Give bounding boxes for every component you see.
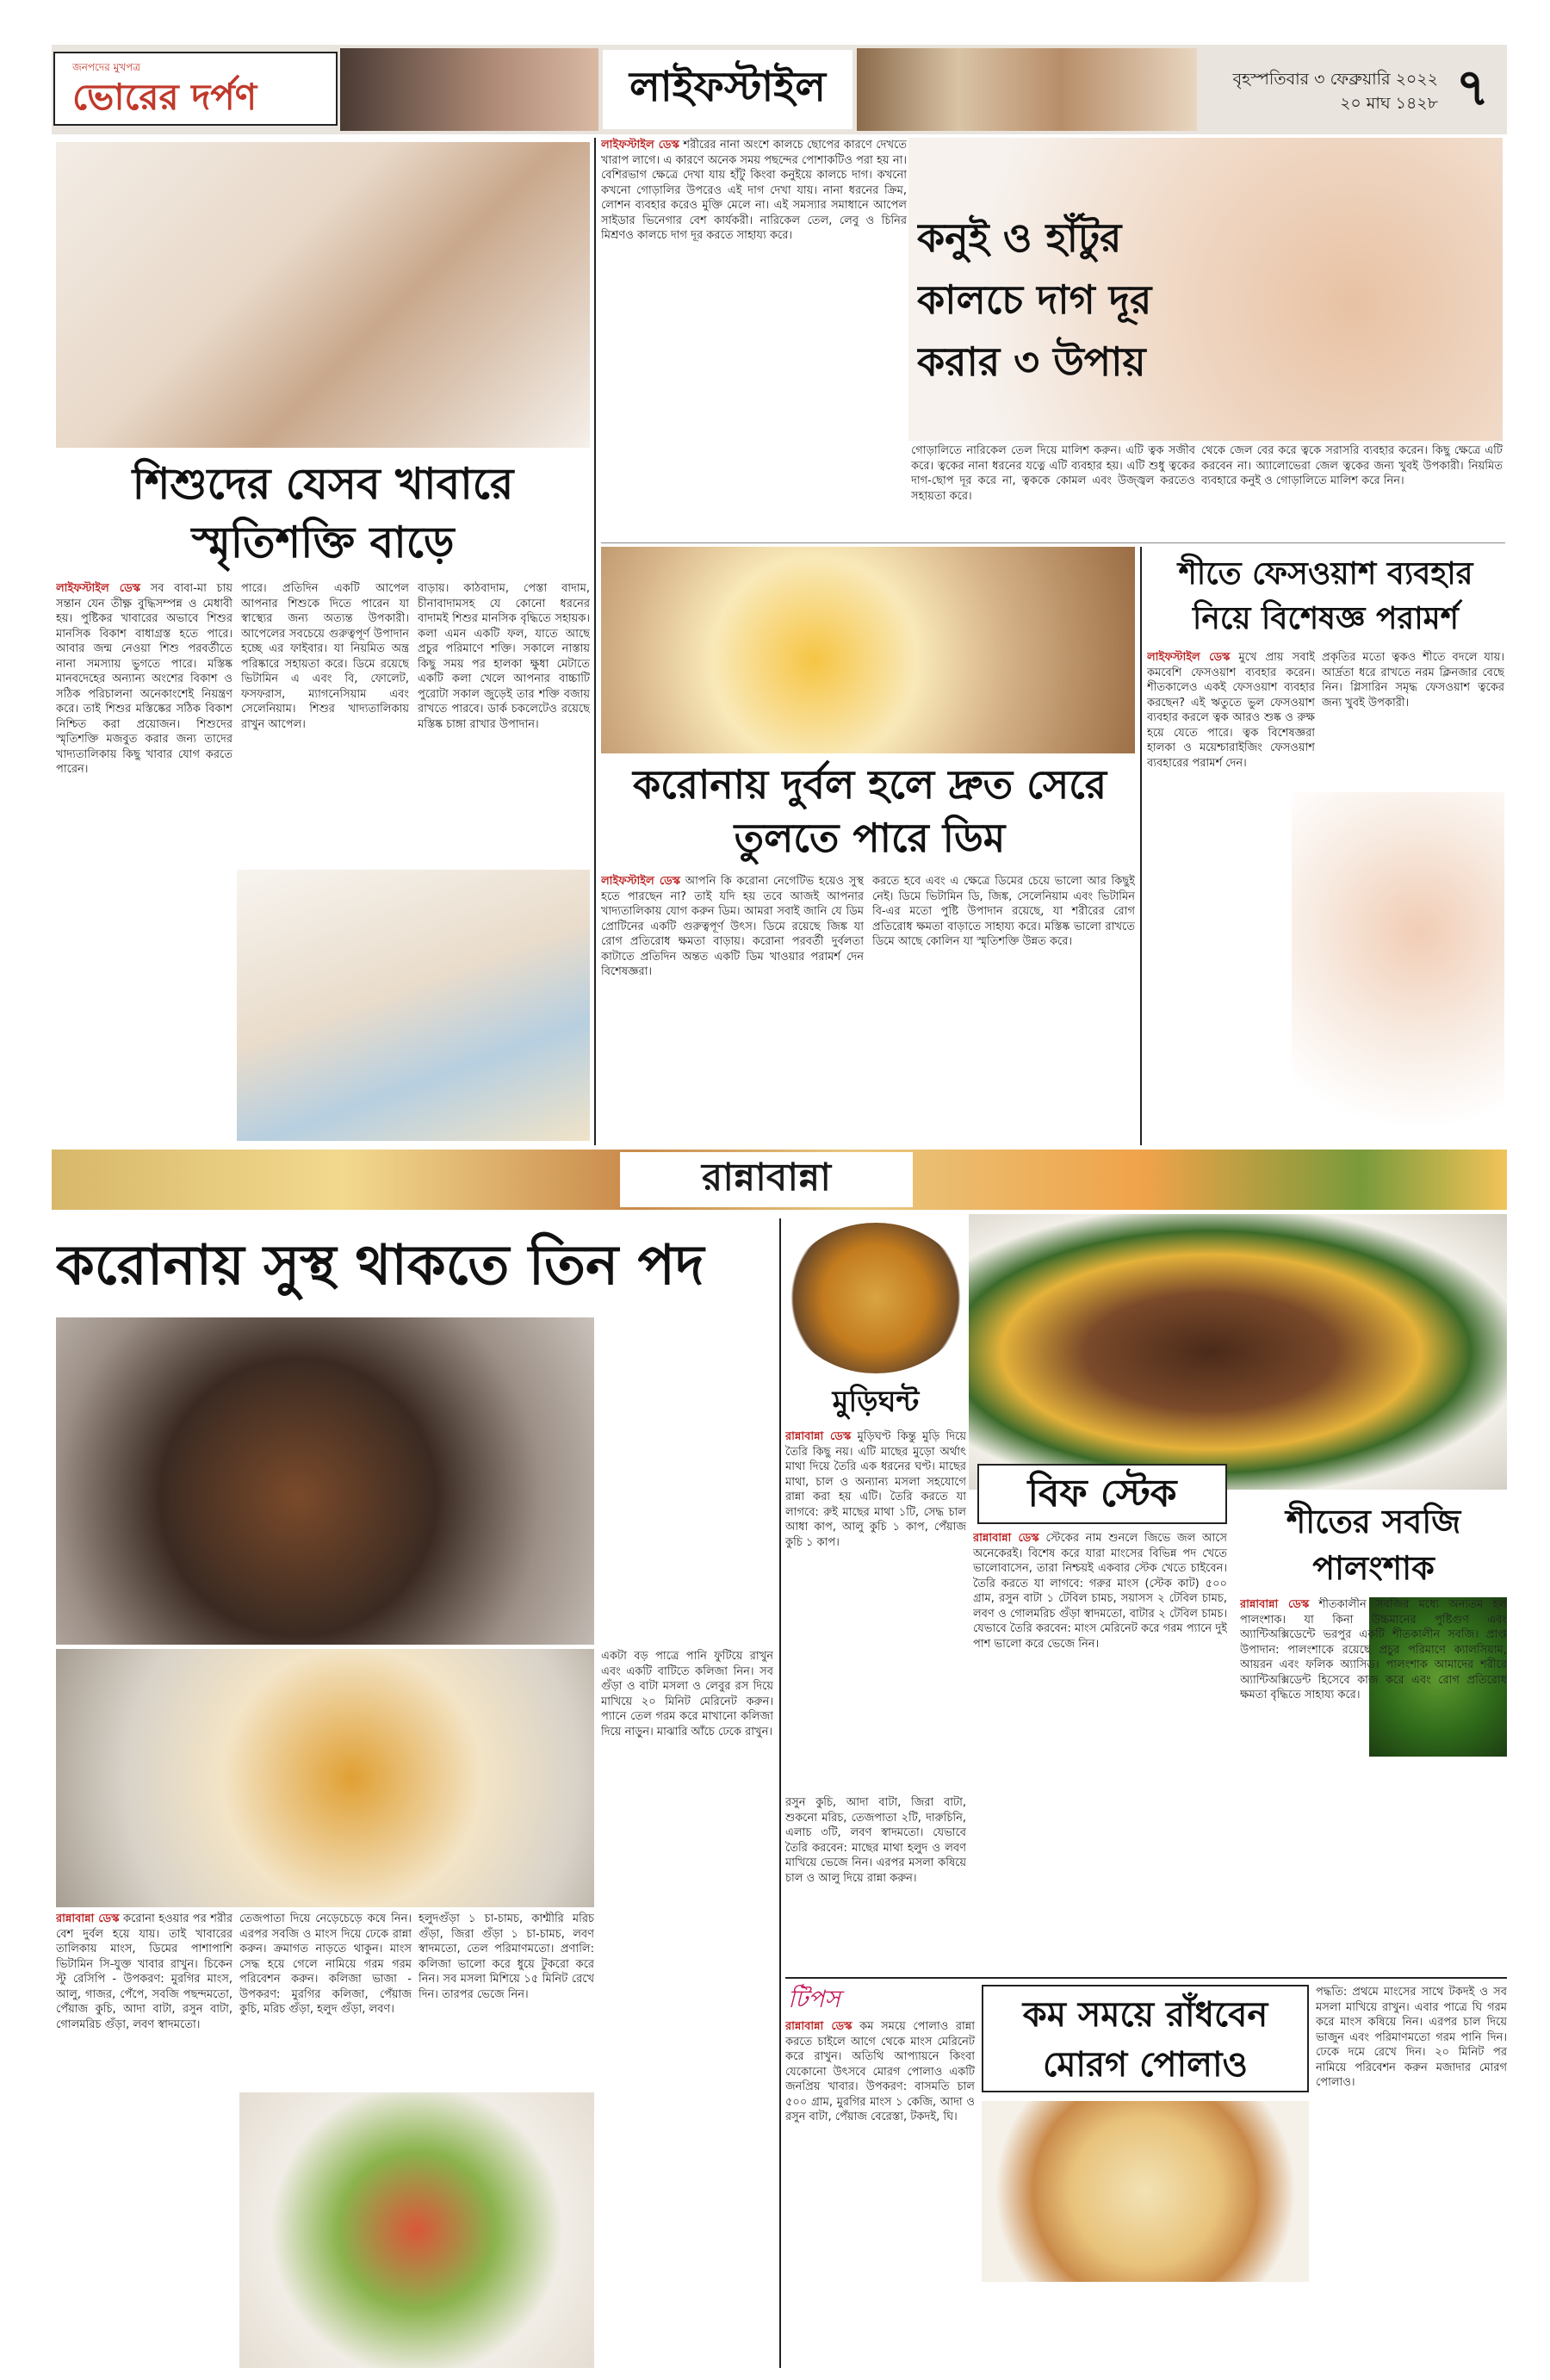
three-steps-headline[interactable]: করোনায় সুস্থ থাকতে তিন পদ <box>56 1233 704 1298</box>
three-steps-text-4: একটা বড় পাত্রে পানি ফুটিয়ে রাখুন এবং একটি বাটিতে কলিজা নিন। সব গুঁড়া ও বাটা মসলা ও লেবুর রস দিয়ে মাখিয়ে ২০ মিনিট মেরিনেট করুন। প্যানে তেল গরম করে মাখানো কলিজা দিয়ে নাড়ুন। মাঝারি আঁচে ঢেকে রাখুন। <box>601 1650 773 1739</box>
kneecap-text-1: শরীরের নানা অংশে কালচে ছোপের কারণে দেখতে খারাপ লাগে। এ কারণে অনেক সময় পছন্দের পোশাকটিও পরা হয় না। বেশিরভাগ ক্ষেত্রে দেখা যায় হাঁটু কিংবা কনুইয়ে কালচে দাগ। কখনো কখনো গোড়ালির উপরেও এই দাগ দেখা যায়। নানা ধরনের ক্রিম, লোশন ব্যবহার করেও মুক্তি মেলে না। এই সমস্যার সমাধানে আপেল সাইডার ভিনেগার বেশ কার্যকরী। নারিকেল তেল, লেবু ও চিনির মিশ্রণও কালচে দাগ দূর করতে সাহায্য করে। <box>601 139 907 242</box>
murighonto-text-1: মুড়িঘণ্ট কিন্তু মুড়ি দিয়ে তৈরি কিছু নয়। এটি মাছের মুড়ো অর্থাৎ মাথা দিয়ে তৈরি এক ধরনের ঘণ্ট। মাছের মাথা, চাল ও অন্যান্য মসলা সহযোগে রান্না করা হয় এটি। তৈরি করতে যা লাগবে: রুই মাছের মাথা ১টি, সেদ্ধ চাল আধা কাপ, আলু কুচি ১ কাপ, পেঁয়াজ কুচি ১ কাপ। <box>785 1430 966 1549</box>
polao-byline: রান্নাবান্না ডেস্ক <box>785 2020 852 2033</box>
vertical-divider-2 <box>1140 547 1142 1145</box>
vertical-divider-1 <box>594 138 596 1145</box>
page-number: ৭ <box>1455 58 1490 118</box>
murighonto-photo <box>785 1223 966 1373</box>
spinach-title[interactable]: শীতের সবজি পালংশাক <box>1286 1502 1461 1587</box>
memory-col-1 <box>56 581 232 1132</box>
chicken-stew-photo <box>56 1317 594 1645</box>
egg-text-2: করতে হবে এবং এ ক্ষেত্রে ডিমের চেয়ে ভালো আর কিছুই নেই। ডিমে ভিটামিন ডি, জিঙ্ক, সেলেনিয়াম এবং ভিটামিন বি-এর মতো পুষ্টি উপাদান রয়েছে, যা শরীরের রোগ প্রতিরোধ ক্ষমতা বাড়াতে সাহায্য করে। মস্তিষ্ক ভালো রাখতে ডিমে আছে কোলিন যা স্মৃতিশক্তি উন্নত করে। <box>872 875 1135 948</box>
facewash-col-2 <box>1322 650 1504 779</box>
egg-byline: লাইফস্টাইল ডেস্ক <box>601 875 681 888</box>
masthead-photo-right <box>857 48 1197 131</box>
beef-steak-photo <box>969 1214 1507 1490</box>
mother-child-photo <box>56 142 590 448</box>
murighonto-col-2 <box>785 1795 966 1972</box>
kneecap-byline: লাইফস্টাইল ডেস্ক <box>601 139 679 152</box>
beef-steak-text-1: স্টেকের নাম শুনলে জিভে জল আসে অনেকেরই। বিশেষ করে যারা মাংসের বিভিন্ন পদ খেতে ভালোবাসেন, তারা নিশ্চয়ই একবার স্টেক খেতে চাইবেন। তৈরি করতে যা লাগবে: গরুর মাংস (স্টেক কাট) ৫০০ গ্রাম, রসুন বাটা ১ টেবিল চামচ, সয়াসস ২ টেবিল চামচ, লবণ ও গোলমরিচ গুঁড়া স্বাদমতো, বাটার ২ টেবিল চামচ। যেভাবে তৈরি করবেন: মাংস মেরিনেট করে গরম প্যানে দুই পাশ ভালো করে ভেজে নিন। <box>973 1532 1227 1651</box>
facewash-article-headline[interactable]: শীতে ফেসওয়াশ ব্যবহার নিয়ে বিশেষজ্ঞ পরামর্শ <box>1178 555 1473 636</box>
brand-logo[interactable] <box>53 52 338 126</box>
brand-name: ভোরের দর্পণ <box>72 76 257 118</box>
kneecap-text-3: থেকে জেল বের করে ত্বকে সরাসরি ব্যবহার করেন। কিছু ক্ষেত্রে এটি করবেন না। অ্যালোভেরা জেল ত্বকের জন্য খুবই উপকারী। নিয়মিত ব্যবহারে কনুই ও গোড়ালিতে মালিশ করে নিন। <box>1201 444 1503 487</box>
spinach-byline: রান্নাবান্না ডেস্ক <box>1240 1598 1310 1611</box>
masthead-photo-left <box>340 48 598 131</box>
cooking-section-title: রান্নাবান্না <box>620 1152 913 1207</box>
boiled-eggs-photo <box>601 547 1135 753</box>
children-playing-photo <box>237 870 590 1141</box>
kneecap-article-headline[interactable]: কনুই ও হাঁটুর কালচে দাগ দূর করার ৩ উপায় <box>917 214 1152 385</box>
three-steps-text-1: করোনা হওয়ার পর শরীর বেশ দুর্বল হয়ে যায়। তাই খাবারের তালিকায় মাংস, ডিমের পাশাপাশি ভিটামিন সি-যুক্ত খাবার রাখুন। চিকেন স্টু রেসিপি - উপকরণ: মুরগির মাংস, আলু, গাজর, পেঁপে, সবজি পছন্দমতো, পেঁয়াজ কুচি, আদা বাটা, রসুন বাটা, গোলমরিচ গুঁড়া, লবণ স্বাদমতো। <box>56 1912 232 2031</box>
date-bangla: ২০ মাঘ ১৪২৮ <box>1340 94 1438 113</box>
tips-label: টিপস <box>788 1985 840 2013</box>
beef-steak-byline: রান্নাবান্না ডেস্ক <box>973 1532 1039 1545</box>
three-steps-col-3 <box>418 1912 594 2084</box>
facewash-byline: লাইফস্টাইল ডেস্ক <box>1147 651 1231 664</box>
egg-col-1 <box>601 874 864 1141</box>
murighonto-col-1 <box>785 1429 966 1791</box>
brand-tagline: জনপদের মুখপত্র <box>72 61 141 73</box>
egg-article-headline[interactable]: করোনায় দুর্বল হলে দ্রুত সেরে তুলতে পারে ডিম <box>632 761 1107 861</box>
polao-headline[interactable]: কম সময়ে রাঁধবেন মোরগ পোলাও <box>982 1985 1309 2092</box>
egg-col-2 <box>872 874 1135 1141</box>
memory-article-headline[interactable]: শিশুদের যেসব খাবারে স্মৃতিশক্তি বাড়ে <box>132 458 514 567</box>
dateline <box>1206 67 1438 119</box>
three-steps-col-4 <box>601 1649 773 2368</box>
kneecap-text-2: গোড়ালিতে নারিকেল তেল দিয়ে মালিশ করুন। এটি ত্বক সজীব করে। ত্বকের নানা ধরনের যত্নে এটি ব্যবহার হয়। এটি শুধু ত্বকের দাগ-ছোপ দূর করে না, ত্বককে কোমল এবং উজ্জ্বল করতেও সহায়তা করে। <box>911 444 1195 503</box>
three-steps-col-1 <box>56 1912 232 2368</box>
date-gregorian: বৃহস্পতিবার ৩ ফেব্রুয়ারি ২০২২ <box>1232 70 1438 89</box>
morog-polao-photo <box>982 2101 1309 2282</box>
memory-text-3: বাড়ায়। কাঠবাদাম, পেস্তা বাদাম, চীনাবাদামসহ যে কোনো ধরনের বাদামই শিশুর মানসিক বৃদ্ধিতে সহায়ক। কলা এমন একটি ফল, যাতে আছে প্রচুর পরিমাণে শক্তি। সকালে নাস্তায় কিছু সময় পর হালকা ক্ষুধা মেটাতে একটি কলা খেলে আপনার বাচ্চাটি পুরোটা সকাল জুড়েই তার শক্তি বজায় রাখতে পারবে। ডার্ক চকলেটেও রয়েছে মস্তিষ্ক চাঙ্গা রাখার উপাদান। <box>418 582 590 731</box>
three-steps-text-2: তেজপাতা দিয়ে নেড়েচেড়ে কষে নিন। এরপর সবজি ও মাংস দিয়ে ঢেকে রান্না করুন। ক্রমাগত নাড়তে থাকুন। মাংস সেদ্ধ হয়ে গেলে নামিয়ে গরম গরম পরিবেশন করুন। কলিজা ভাজা - উপকরণ: মুরগির কলিজা, পেঁয়াজ কুচি, মরিচ গুঁড়া, হলুদ গুঁড়া, লবণ। <box>239 1912 412 2016</box>
vertical-divider-3 <box>779 1218 781 2368</box>
facewash-text-2: প্রকৃতির মতো ত্বকও শীতে বদলে যায়। আর্দ্রতা ধরে রাখতে নরম ক্লিনজার বেছে নিন। গ্লিসারিন সমৃদ্ধ ফেসওয়াশ ত্বকের জন্য খুবই উপকারী। <box>1322 651 1504 710</box>
murighonto-title[interactable]: মুড়িঘন্ট <box>832 1385 920 1419</box>
memory-col-2 <box>241 581 409 865</box>
kneecap-col-1 <box>601 138 907 573</box>
memory-byline: লাইফস্টাইল ডেস্ক <box>56 582 141 595</box>
egg-text-1: আপনি কি করোনা নেগেটিভ হয়েও সুস্থ হতে পারছেন না? তাই যদি হয় তবে আজই আপনার খাদ্যতালিকায় যোগ করুন ডিম। আমরা সবাই জানি যে ডিম প্রোটিনের একটি গুরুত্বপূর্ণ উৎস। ডিমে রয়েছে জিঙ্ক যা রোগ প্রতিরোধ ক্ষমতা বাড়ায়। করোনা পরবর্তী দুর্বলতা কাটাতে প্রতিদিন অন্তত একটি ডিম খাওয়ার পরামর্শ দেন বিশেষজ্ঞরা। <box>601 875 864 978</box>
three-steps-col-2 <box>239 1912 412 2084</box>
murighonto-text-2: রসুন কুচি, আদা বাটা, জিরা বাটা, শুকনো মরিচ, তেজপাতা ২টি, দারুচিনি, এলাচ ৩টি, লবণ স্বাদমতো। যেভাবে তৈরি করবেন: মাছের মাথা হলুদ ও লবণ মাখিয়ে ভেজে নিন। এরপর মসলা কষিয়ে চাল ও আলু দিয়ে রান্না করুন। <box>785 1796 966 1885</box>
polao-text-1: কম সময়ে পোলাও রান্না করতে চাইলে আগে থেকে মাংস মেরিনেট করে রাখুন। অতিথি আপ্যায়নে কিংবা যেকোনো উৎসবে মোরগ পোলাও একটি জনপ্রিয় খাবার। উপকরণ: বাসমতি চাল ৫০০ গ্রাম, মুরগির মাংস ১ কেজি, আদা ও রসুন বাটা, পেঁয়াজ বেরেস্তা, টকদই, ঘি। <box>785 2020 975 2123</box>
facewash-col-1 <box>1147 650 1315 1141</box>
section-title: লাইফস্টাইল <box>603 50 852 129</box>
fish-curry-photo <box>56 1649 594 1907</box>
polao-text-2: পদ্ধতি: প্রথমে মাংসের সাথে টকদই ও সব মসলা মাখিয়ে রাখুন। এবার পাত্রে ঘি গরম করে মাংস কষিয়ে নিন। এরপর চাল দিয়ে ভাজুন এবং পরিমাণমতো গরম পানি দিন। ঢেকে দমে রেখে দিন। ২০ মিনিট পর নামিয়ে পরিবেশন করুন মজাদার মোরগ পোলাও। <box>1316 1986 1507 2089</box>
woman-facewash-photo <box>1292 792 1504 1141</box>
salad-photo <box>239 2092 594 2368</box>
horizontal-divider-1 <box>601 542 1505 543</box>
memory-text-1: সব বাবা-মা চায় সন্তান যেন তীক্ষ্ণ বুদ্ধিসম্পন্ন ও মেধাবী হয়। পুষ্টিকর খাবারের অভাবে শিশুর মানসিক বিকাশ বাধাগ্রস্ত হতে পারে। আবার জন্ম নেওয়া শিশু পরবর্তীতে নানা সমস্যায় ভুগতে পারে। মস্তিষ্ক মানবদেহের অন্যান্য অংশের বিকাশ ও সঠিক পরিচালনা অনেকাংশেই নিয়ন্ত্রণ করে। তাই শিশুর মস্তিষ্কের সঠিক বিকাশ নিশ্চিত করা প্রয়োজন। শিশুদের স্মৃতিশক্তি মজবুত করার জন্য তাদের খাদ্যতালিকায় কিছু খাবার যোগ করতে পারেন। <box>56 582 232 776</box>
spinach-text-1: শীতকালীন সবজির মধ্যে অন্যতম হল পালংশাক। যা কিনা উচ্চমানের পুষ্টিগুণ এবং অ্যান্টিঅক্সিডেন্টে ভরপুর একটি শীতকালীন সবজি। প্রাপ্ত উপাদান: পালংশাকে রয়েছে প্রচুর পরিমাণে ক্যালসিয়াম, আয়রন এবং ফলিক অ্যাসিড। পালংশাক আমাদের শরীরে অ্যান্টিঅক্সিডেন্ট হিসেবে কাজ করে এবং রোগ প্রতিরোধ ক্ষমতা বৃদ্ধিতে সাহায্য করে। <box>1240 1598 1507 1701</box>
polao-col-1 <box>785 2019 975 2368</box>
memory-text-2: পারে। প্রতিদিন একটি আপেল আপনার শিশুকে দিতে পারেন যা স্বাস্থ্যের জন্য অত্যন্ত উপকারী। আপেলের সবচেয়ে গুরুত্বপূর্ণ উপাদান হচ্ছে এর ফাইবার। যা নিয়মিত অন্ত্র পরিষ্কারে সহায়তা করে। ডিমে রয়েছে ভিটামিন এ এবং বি, ফোলেট, ফসফরাস, ম্যাগনেসিয়াম এবং সেলেনিয়াম। শিশুর খাদ্যতালিকায় রাখুন আপেল। <box>241 582 409 731</box>
facewash-text-1: মুখে প্রায় সবাই কমবেশি ফেসওয়াশ ব্যবহার করেন। শীতকালেও একই ফেসওয়াশ ব্যবহার করছেন? এই ঋতুতে ভুল ফেসওয়াশ ব্যবহার করলে ত্বক আরও শুষ্ক ও রুক্ষ হয়ে যেতে পারে। ত্বক বিশেষজ্ঞরা হালকা ও ময়েশ্চারাইজিং ফেসওয়াশ ব্যবহারের পরামর্শ দেন। <box>1147 651 1315 770</box>
three-steps-byline: রান্নাবান্না ডেস্ক <box>56 1912 120 1925</box>
beef-steak-col-1 <box>973 1531 1227 1972</box>
three-steps-text-3: হলুদগুঁড়া ১ চা-চামচ, কাশ্মীরি মরিচ গুঁড়া, জিরা গুঁড়া ১ চা-চামচ, লবণ স্বাদমতো, তেল পরিমাণমতো। প্রণালি: কলিজা ভালো করে ধুয়ে টুকরো করে নিন। সব মসলা মিশিয়ে ১৫ মিনিট রেখে দিন। তারপর ভেজে নিন। <box>418 1912 594 2001</box>
memory-col-3 <box>418 581 590 865</box>
polao-col-2 <box>1316 1985 1507 2368</box>
spinach-col-1 <box>1240 1597 1507 1972</box>
murighonto-byline: রান্নাবান্না ডেস্ক <box>785 1430 852 1443</box>
horizontal-divider-2 <box>785 1977 1507 1979</box>
beef-steak-title[interactable]: বিফ স্টেক <box>977 1464 1227 1524</box>
